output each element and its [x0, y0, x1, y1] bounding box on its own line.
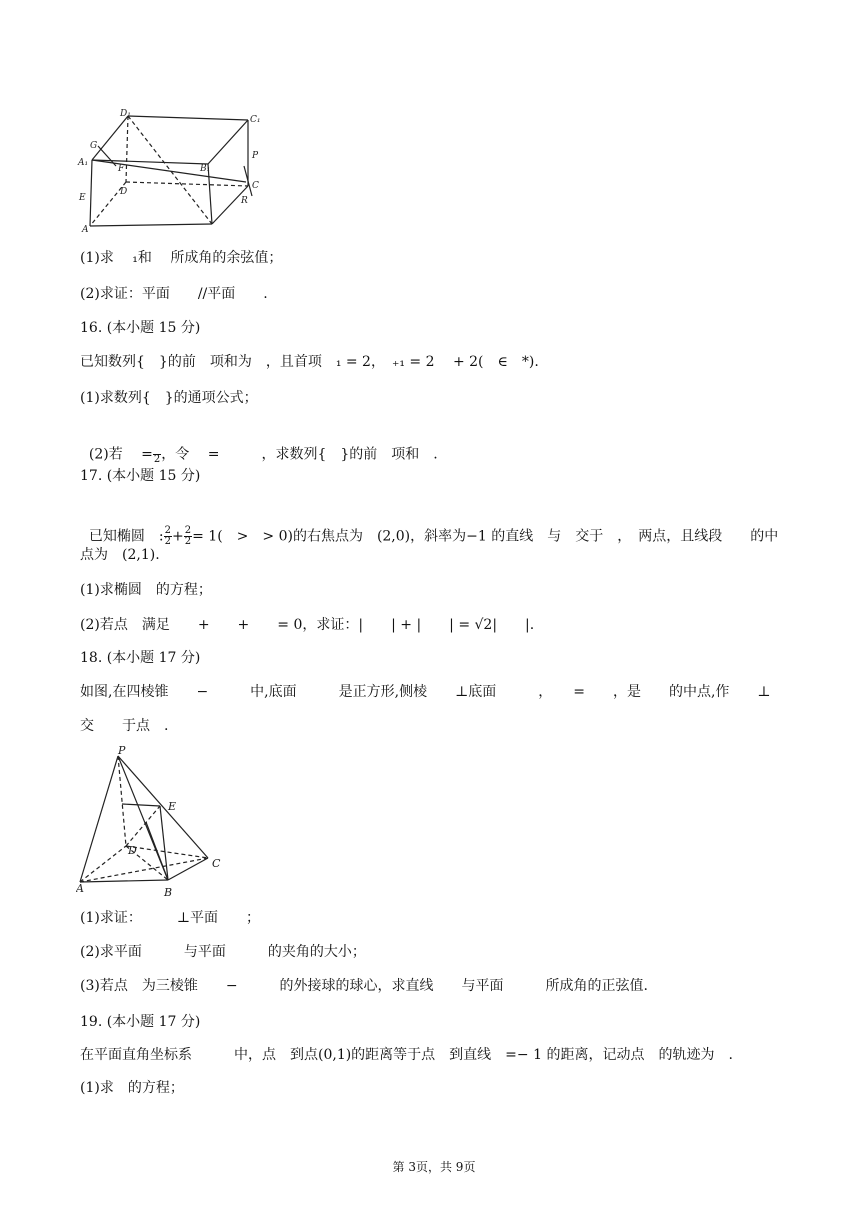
p17-stem-continued: 点为 (2,1). — [80, 547, 160, 563]
p17-plus: + — [172, 528, 184, 545]
figure1-label: D — [120, 187, 128, 197]
figure1-label: D₁ — [120, 109, 131, 119]
figure1-label: E — [79, 193, 86, 203]
figure1-label: G — [90, 141, 98, 151]
p17-stem-b: = 1( > > 0)的右焦点为 (2,0)，斜率为−1 的直线 与 交于 ， 两点，且线段 的中 — [192, 528, 779, 545]
p15-question-2: (2)求证：平面 //平面 . — [80, 286, 268, 302]
figure1-label: P — [252, 151, 259, 161]
p19-stem: 在平面直角坐标系 中，点 到点(0,1)的距离等于点 到直线 =− 1 的距离，记动点 的轨迹为 . — [80, 1047, 733, 1063]
figure1-label: A₁ — [78, 158, 89, 168]
p17-fraction-2 — [184, 526, 192, 547]
p15-question-1: (1)求 ₁和 所成角的余弦值； — [80, 250, 283, 266]
p19-question-1: (1)求 的方程； — [80, 1080, 184, 1096]
p16-q2-denominator: 2 — [153, 454, 161, 465]
p17-fraction-1 — [164, 526, 172, 547]
pyramid-figure — [76, 742, 236, 900]
figure2-label: D — [128, 844, 137, 857]
p16-q2-part-a: (2)若 = — [88, 446, 153, 463]
p17-frac1-den: 2 — [164, 536, 171, 547]
p18-question-3: (3)若点 为三棱锥 − 的外接球的球心，求直线 与平面 所成角的正弦值. — [80, 978, 649, 994]
figure1-label: B₁ — [200, 164, 211, 174]
figure1-label: C₁ — [250, 115, 261, 125]
p17-stem — [80, 506, 778, 547]
figure2-label: A — [76, 882, 84, 895]
p18-question-2: (2)求平面 与平面 的夹角的大小； — [80, 944, 366, 960]
figure1-label: R — [241, 196, 248, 206]
p18-stem-continued: 交 于点 . — [80, 718, 169, 734]
p18-stem: 如图,在四棱锥 − 中,底面 是正方形,侧棱 ⊥底面 ， = ，是 的中点,作 ⊥ — [80, 684, 771, 700]
figure2-label: C — [212, 857, 221, 870]
page-footer: 第 3页，共 9页 — [392, 1160, 476, 1174]
p16-header: 16. (本小题 15 分) — [80, 320, 201, 336]
p16-question-1: (1)求数列{ }的通项公式； — [80, 390, 258, 406]
p17-question-1: (1)求椭圆 的方程； — [80, 582, 212, 598]
p17-frac1-num: 2 — [164, 525, 171, 536]
p18-question-1: (1)求证： ⊥平面 ； — [80, 910, 260, 926]
figure2-label: E — [168, 800, 177, 813]
p18-header: 18. (本小题 17 分) — [80, 650, 201, 666]
figure1-label: F — [118, 164, 125, 174]
p17-frac2-den: 2 — [184, 536, 192, 547]
p19-header: 19. (本小题 17 分) — [80, 1014, 201, 1030]
figure1-label: C — [252, 181, 259, 191]
p17-stem-a: 已知椭圆 : — [88, 528, 164, 545]
figure2-label: P — [118, 744, 126, 757]
p16-stem: 已知数列{ }的前 项和为 ，且首项 ₁ = 2， ₊₁ = 2 + 2( ∈ *). — [80, 354, 539, 370]
p16-q2-part-b: ，令 = ，求数列{ }的前 项和 . — [161, 446, 438, 463]
p17-frac2-num: 2 — [184, 525, 192, 536]
p17-header: 17. (本小题 15 分) — [80, 468, 201, 484]
cuboid-figure — [76, 108, 266, 236]
p16-question-2 — [80, 424, 438, 465]
figure1-label: A — [82, 225, 89, 235]
figure2-label: B — [164, 886, 173, 899]
p17-question-2: (2)若点 满足 + + = 0，求证：| | + | | = √2| |. — [80, 617, 535, 633]
